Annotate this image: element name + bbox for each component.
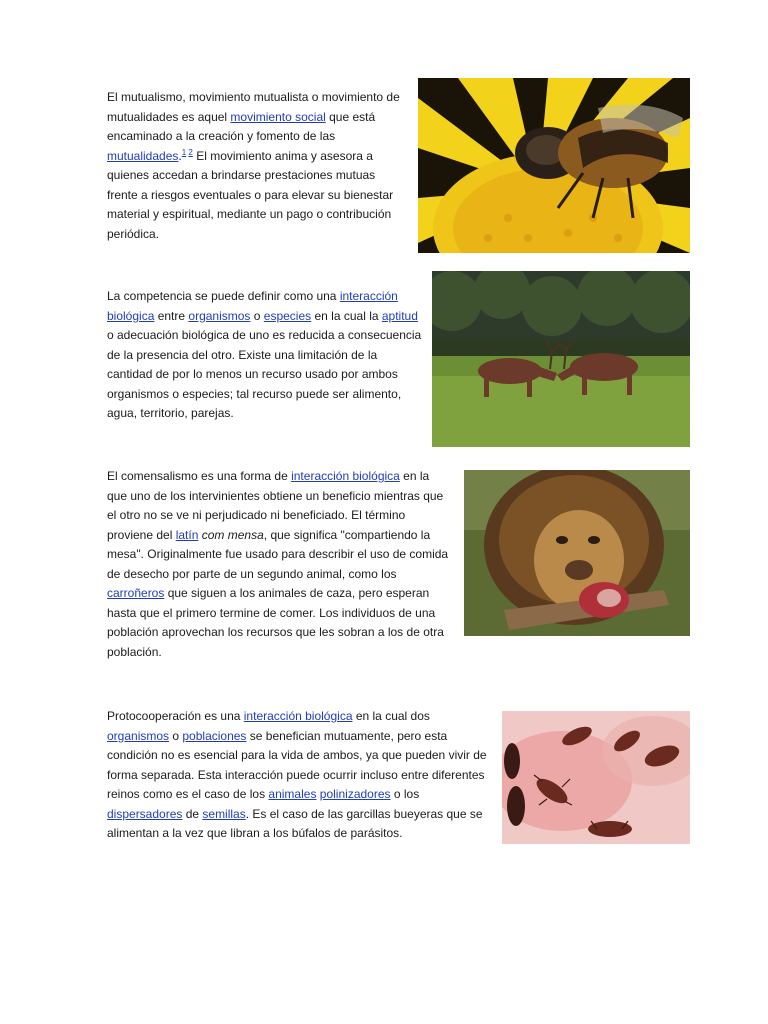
link-organismos[interactable]: organismos <box>107 728 170 743</box>
reference-1-link[interactable]: 1 <box>181 147 187 157</box>
link-organismos[interactable]: organismos <box>188 308 251 323</box>
image-deer-fighting <box>432 271 690 447</box>
link-latin[interactable]: latín <box>175 527 199 542</box>
insects-illustration <box>502 711 690 844</box>
link-animales[interactable]: animales <box>268 787 317 801</box>
paragraph-comensalismo: El comensalismo es una forma de interacción biológica en la que uno de los intervinientes obtiene un beneficio mientras que el otro no se ve ni perjudicado ni beneficiado. El término proviene del latín com mensa, que significa "compartiendo la mesa". Originalmente fue usado para describir el uso de comida de desecho por parte de un segundo animal, como los carroñeros que siguen a los animales de caza, pero esperan hasta que el primero termine de comer. Los individuos de una población aprovechan los recursos que les sobran a los de otra población. <box>107 469 449 659</box>
link-aptitud[interactable]: aptitud <box>381 308 418 323</box>
link-movimiento-social[interactable]: movimiento social <box>230 109 326 124</box>
link-carroneros[interactable]: carroñeros <box>107 586 165 600</box>
paragraph-competencia: La competencia se puede definir como una interacción biológica entre organismos o especies en la cual la aptitud o adecuación biológica de uno es reducida a consecuencia de la presencia del otro. Existe una limitación de la cantidad de por lo menos un recurso usado por ambos organismos o especies; tal recurso puede ser alimento, agua, territorio, parejas. <box>107 289 422 420</box>
link-semillas[interactable]: semillas <box>202 806 246 821</box>
latin-term: com mensa <box>201 527 264 542</box>
link-polinizadores[interactable]: polinizadores <box>319 787 391 801</box>
bee-flower-illustration <box>418 78 690 253</box>
link-poblaciones[interactable]: poblaciones <box>182 728 247 743</box>
image-bee-on-flower <box>418 78 690 253</box>
reference-2-link[interactable]: 2 <box>188 147 193 157</box>
lion-illustration <box>464 470 690 636</box>
link-mutualidades[interactable]: mutualidades <box>107 148 179 163</box>
link-dispersadores[interactable]: dispersadores <box>107 806 183 821</box>
image-insects <box>502 711 690 844</box>
link-interaccion-biologica[interactable]: interacción biológica <box>243 709 353 723</box>
image-lion-eating <box>464 470 690 636</box>
link-interaccion-biologica[interactable]: interacción biológica <box>107 289 398 323</box>
link-interaccion-biologica[interactable]: interacción biológica <box>291 469 400 483</box>
deer-illustration <box>432 271 690 447</box>
link-especies[interactable]: especies <box>263 308 312 323</box>
paragraph-mutualismo: El mutualismo, movimiento mutualista o movimiento de mutualidades es aquel movimiento social que está encaminado a la creación y fomento de las mutualidades.$^{1 2}$ El movimiento anima y asesora a quienes accedan a brindarse prestaciones mutuas frente a riesgos eventuales o para elevar su bienestar material y espiritual, mediante un pago o contribución periódica. <box>107 90 400 241</box>
paragraph-protocooperacion: Protocooperación es una interacción biológica en la cual dos organismos o poblaciones se benefician mutuamente, pero esta condición no es esencial para la vida de ambos, ya que pueden vivir de forma separada. Esta interacción puede ocurrir incluso entre diferentes reinos como es el caso de los animales polinizadores o los dispersadores de semillas. Es el caso de las garcillas bueyeras que se alimentan a la vez que libran a los búfalos de parásitos. <box>107 709 487 840</box>
